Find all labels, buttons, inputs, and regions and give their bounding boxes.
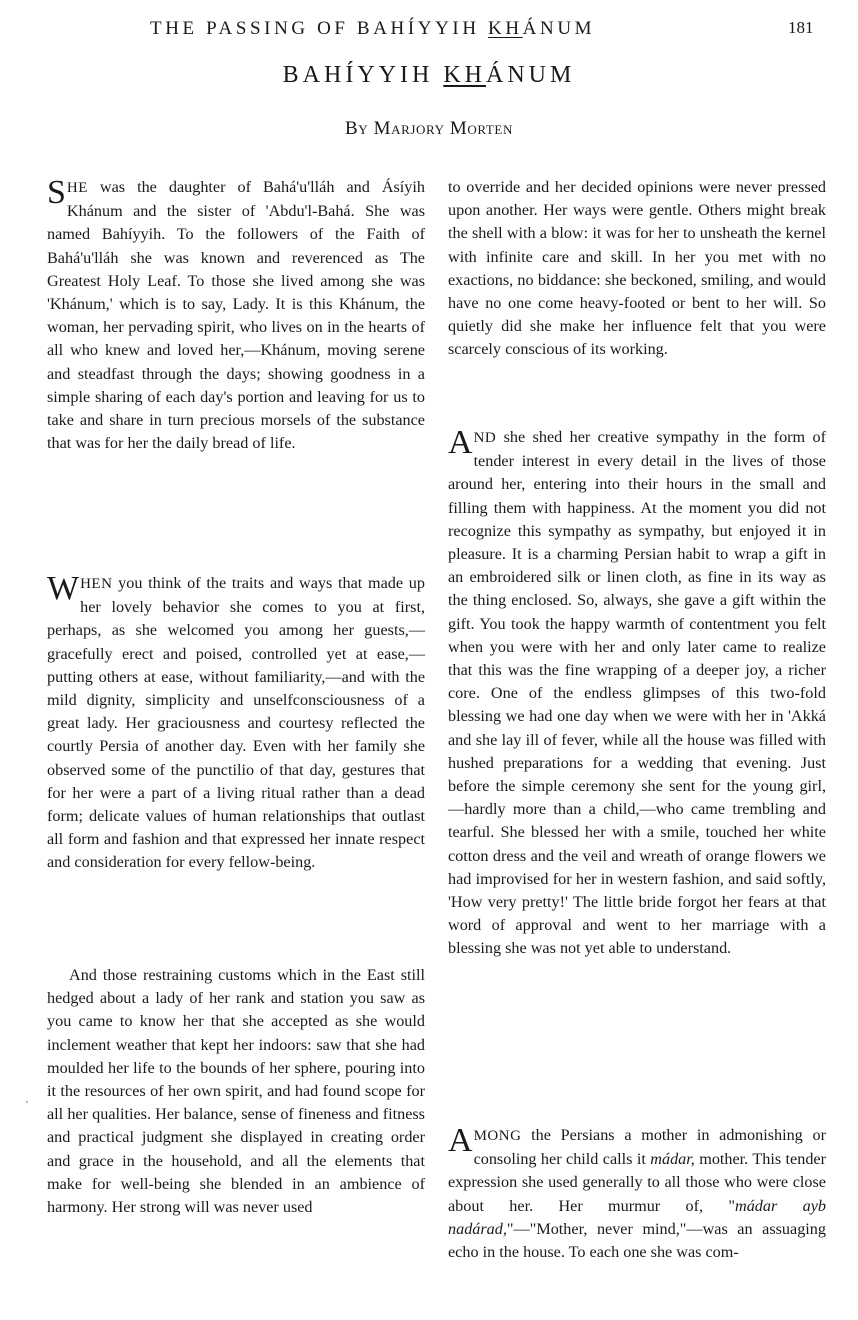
paragraph-5: AND she shed her creative sympathy in the form of tender interest in every detail in the lives of those around her, entering into their hours in the small and filling them with happiness. At the moment you did not recognize this sympathy as sympathy, but enjoyed it in pleasure. It is a charming Persian habit to wrap a gift in an embroidered silk or linen cloth, as fine in its way as the thing enclosed. So, always, she gave a gift within the gift. You took the happy warmth of contentment you felt when you were with her and only later came to realize that this was the fine wrapping of a deeper joy, a richer core. One of the endless glimpses of this two-fold blessing we had one day when we were with her in 'Akká and she lay ill of fever, while all the house was filled with hushed preparations for a wedding that evening. Just before the simple ceremony she sent for the young girl, —hardly more than a child,—who came trembling and tearful. She blessed her with a smile, touched her white cotton dress and the veil and wreath of orange flowers we had improvised for her in western fashion, and said softly, 'How very pretty!' The little bride forgot her fears at that word of approval and went to her marriage with a blessing she was not yet able to understand. [448, 424, 826, 958]
drop-cap: A [448, 1122, 473, 1159]
drop-cap: W [47, 570, 80, 607]
running-head [0, 14, 858, 48]
drop-cap: S [47, 174, 66, 211]
title-underlined: KH [443, 62, 486, 88]
margin-mark: ' [26, 1100, 28, 1111]
byline: By Marjory Morten [345, 118, 513, 139]
article-title: BAHÍYYIH KHÁNUM [282, 62, 576, 88]
running-title-underlined: KH [488, 18, 523, 39]
paragraph-6: AMONG the Persians a mother in admonishing or consoling her child calls it mádar, mother. This tender expression she used generally to all those who were close about her. Her murmur of, "mádar ayb nadárad,"—"Mother, never mind,"—was an assuaging echo in the house. To each one she was com- [448, 1122, 826, 1262]
paragraph-1: SHE was the daughter of Bahá'u'lláh and Ásíyih Khánum and the sister of 'Abdu'l-Bahá. She was named Bahíyyih. To the followers of the Faith of Bahá'u'lláh she was known and reverenced as The Greatest Holy Leaf. To those she lived among she was 'Khánum,' which is to say, Lady. It is this Khánum, the woman, her pervading spirit, who lives on in the hearts of all who knew and loved her,—Khánum, moving serene and steadfast through the days; showing goodness in a simple sharing of each day's portion and leaving for us to take and share in turn precious morsels of the substance that was for her the daily bread of life. [47, 174, 425, 453]
page-number: 181 [788, 18, 814, 37]
running-title: THE PASSING OF BAHÍYYIH KHÁNUM [150, 18, 596, 39]
paragraph-3: And those restraining customs which in the East still hedged about a lady of her rank and station you saw as you came to know her that she accepted as she would inclement weather that kept her indoors: saw that she had moulded her life to the bounds of her sphere, pouring into it the resources of her own spirit, and had found scope for all her qualities. Her balance, sense of fineness and fitness and practical judgment she displayed in creating order and grace in the household, and all the elements that make for well-being she blended in an ambience of harmony. Her strong will was never used [47, 966, 425, 1217]
drop-cap: A [448, 424, 473, 461]
paragraph-4: to override and her decided opinions were never pressed upon another. Her ways were gentle. Others might break the shell with a blow: it was for her to unsheath the kernel with infinite care and skill. In her you met with no exactions, no biddance: she beckoned, smiling, and would have no one come heavy-footed or bent to her will. So quietly did she make her influence felt that you were scarcely conscious of its working. [448, 178, 826, 359]
paragraph-2: WHEN you think of the traits and ways that made up her lovely behavior she comes to you at first, perhaps, as she welcomed you among her guests,—gracefully erect and poised, controlled yet at ease,—putting others at ease, without familiarity,—and with the mild dignity, simplicity and unselfconsciousness of a great lady. Her graciousness and courtesy reflected the courtly Persia of another day. Even with her family she observed some of the punctilio of that day, gestures that for her were a part of a living ritual rather than a dead form; delicate values of human relationships that outlast all form and fashion and that expressed her innate respect and consideration for every fellow-being. [47, 570, 425, 872]
